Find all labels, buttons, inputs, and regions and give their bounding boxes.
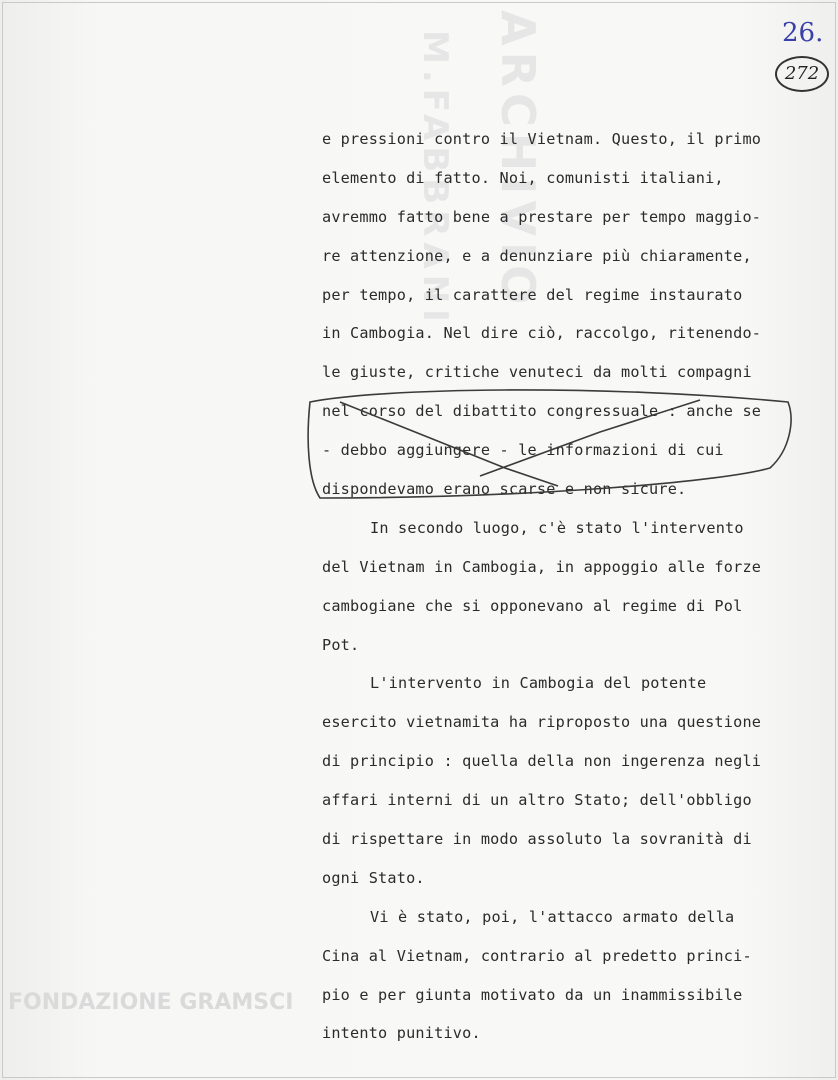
watermark-secondary: M.FABBRANI <box>415 30 455 328</box>
text-line: elemento di fatto. Noi, comunisti italiani, <box>322 168 724 187</box>
strike-line-a <box>340 402 558 486</box>
handwritten-strike-mark <box>300 380 800 505</box>
text-line: in Cambogia. Nel dire ciò, raccolgo, ritenendo- <box>322 324 762 343</box>
text-line: di rispettare in modo assoluto la sovranità di <box>322 830 752 849</box>
foundation-logo: FONDAZIONE GRAMSCI <box>8 990 294 1015</box>
strike-loop <box>308 390 791 498</box>
text-line: di principio : quella della non ingerenza negli <box>322 752 762 771</box>
text-line: - debbo aggiungere - le informazioni di cui <box>322 441 724 460</box>
text-line: e pressioni contro il Vietnam. Questo, il primo <box>322 130 762 148</box>
strike-line-b <box>480 400 700 476</box>
text-line: ogni Stato. <box>322 868 425 887</box>
text-line: Cina al Vietnam, contrario al predetto princi- <box>322 946 752 965</box>
text-line: In secondo luogo, c'è stato l'intervento <box>370 518 744 537</box>
text-line: cambogiane che si opponevano al regime di Pol <box>322 596 743 615</box>
text-line: per tempo, il carattere del regime instaurato <box>322 285 743 304</box>
page-number-circled: 272 <box>775 56 829 92</box>
text-line: L'intervento in Cambogia del potente <box>370 674 707 693</box>
text-line: esercito vietnamita ha riproposto una questione <box>322 713 762 732</box>
text-line: le giuste, critiche venuteci da molti compagni <box>322 363 752 382</box>
text-line: del Vietnam in Cambogia, in appoggio alle forze <box>322 557 762 576</box>
text-line: pio e per giunta motivato da un inammissibile <box>322 985 743 1004</box>
text-line: nel corso del dibattito congressuale : anche se <box>322 402 762 421</box>
watermark: ARCHIVIO <box>491 10 545 311</box>
text-line: affari interni di un altro Stato; dell'obbligo <box>322 791 752 810</box>
typed-text-body <box>322 120 822 1053</box>
text-line: re attenzione, e a denunziare più chiaramente, <box>322 246 752 265</box>
text-line: Pot. <box>322 635 360 654</box>
text-line: avremmo fatto bene a prestare per tempo maggio- <box>322 207 762 226</box>
text-line: dispondevamo erano scarse e non sicure. <box>322 480 687 499</box>
text-line: intento punitivo. <box>322 1024 481 1043</box>
text-line: Vi è stato, poi, l'attacco armato della <box>370 907 735 926</box>
page-number-handwritten: 26. <box>782 18 824 48</box>
